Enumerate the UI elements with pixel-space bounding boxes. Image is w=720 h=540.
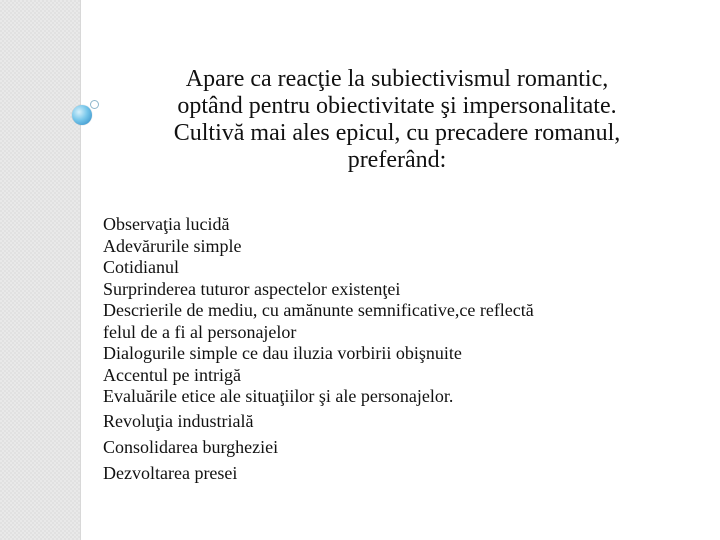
- list-item: Cotidianul: [103, 257, 179, 277]
- list-item: Accentul pe intrigă: [103, 364, 241, 385]
- list-item: Consolidarea burgheziei: [103, 436, 279, 457]
- list-item: felul de a fi al personajelor: [103, 321, 297, 342]
- list-item: Descrierile de mediu, cu amănunte semnificative,ce reflectă: [103, 300, 534, 320]
- title-line-3: Cultivă mai ales epicul, cu precadere romanul,: [173, 120, 621, 146]
- list-item: Dialogurile simple ce dau iluzia vorbirii obişnuite: [103, 343, 462, 363]
- small-bubble-decoration-icon: [90, 100, 99, 109]
- title-line-1: Apare ca reacţie la subiectivismul romantic,: [185, 66, 609, 92]
- list-item: Dezvoltarea presei: [103, 462, 238, 483]
- title-line-4: preferând:: [347, 147, 447, 173]
- list-item: Observaţia lucidă: [103, 214, 230, 234]
- list-item: Revoluţia industrială: [103, 410, 254, 431]
- slide-title: [112, 66, 682, 174]
- content-list: [103, 214, 693, 486]
- bubble-decoration-icon: [72, 105, 92, 125]
- list-item: Adevărurile simple: [103, 235, 242, 256]
- list-item: Surprinderea tuturor aspectelor existenţei: [103, 278, 401, 299]
- side-panel-divider: [80, 0, 81, 540]
- list-item: Evaluările etice ale situaţiilor şi ale personajelor.: [103, 386, 454, 406]
- decorative-side-panel: [0, 0, 80, 540]
- title-line-2: optând pentru obiectivitate şi impersonalitate.: [177, 93, 617, 119]
